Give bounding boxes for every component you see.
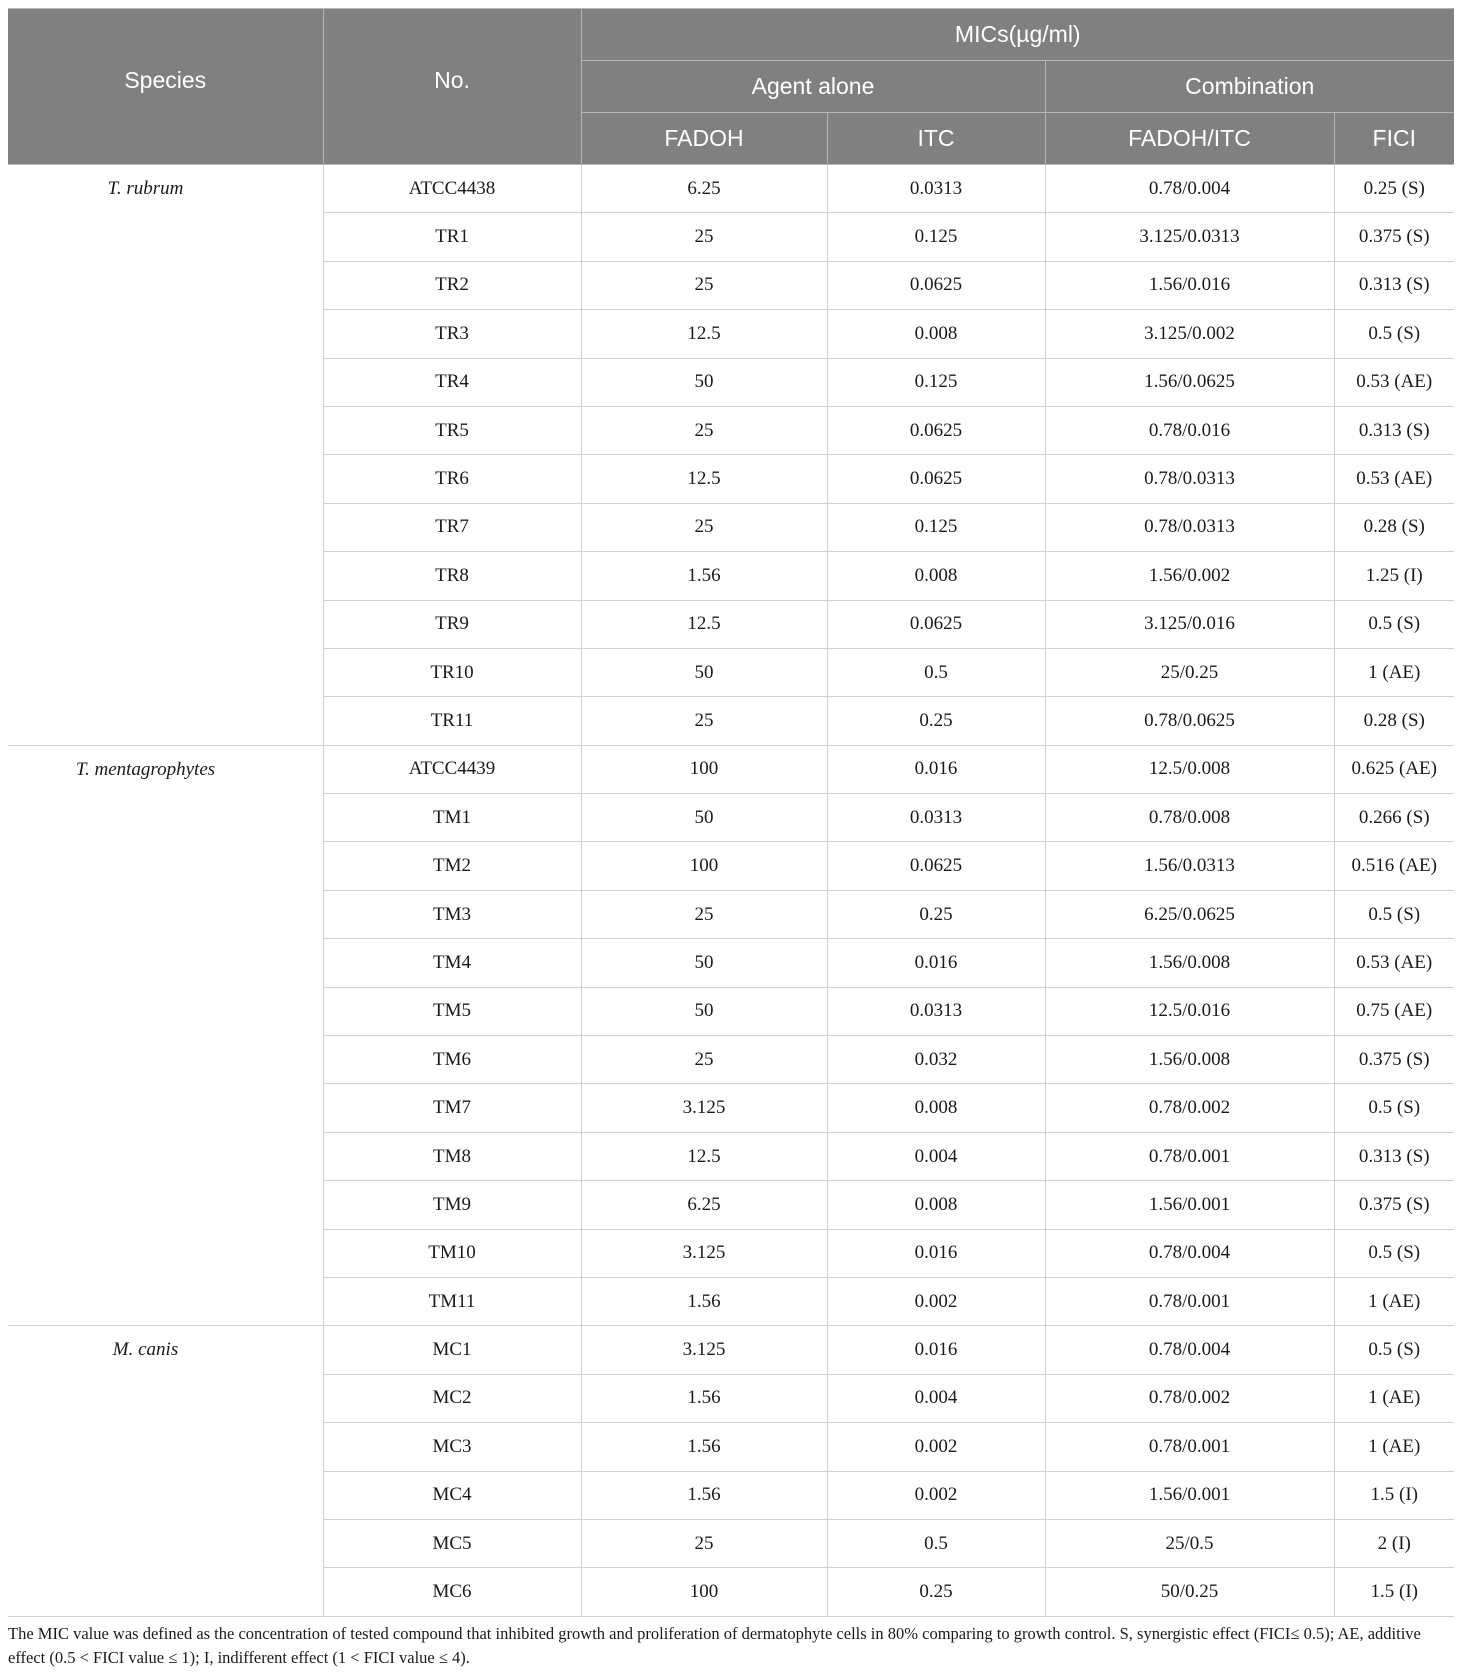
cell-fadoh: 12.5 bbox=[581, 1132, 827, 1180]
cell-no: MC4 bbox=[323, 1471, 581, 1519]
mic-table bbox=[8, 8, 1454, 1617]
cell-combo: 0.78/0.002 bbox=[1045, 1084, 1334, 1132]
cell-fadoh: 6.25 bbox=[581, 1181, 827, 1229]
cell-no: ATCC4439 bbox=[323, 745, 581, 793]
cell-itc: 0.0625 bbox=[827, 600, 1045, 648]
cell-no: TR6 bbox=[323, 455, 581, 503]
cell-species bbox=[8, 697, 323, 745]
table-footnote: The MIC value was defined as the concentration of tested compound that inhibited growth and proliferation of dermatophyte cells in 80% comparing to growth control. S, synergistic effect (FICI≤ 0.5); AE, additive effect (0.5 < FICI value ≤ 1); I, indifferent effect (1 < FICI value ≤ 4). bbox=[8, 1624, 1421, 1667]
table-row bbox=[8, 794, 1454, 842]
cell-fadoh: 6.25 bbox=[581, 165, 827, 213]
table-row bbox=[8, 1568, 1454, 1616]
cell-itc: 0.125 bbox=[827, 213, 1045, 261]
cell-no: TM3 bbox=[323, 890, 581, 938]
cell-combo: 3.125/0.016 bbox=[1045, 600, 1334, 648]
cell-fadoh: 25 bbox=[581, 1519, 827, 1567]
cell-fici: 0.5 (S) bbox=[1334, 890, 1454, 938]
cell-itc: 0.004 bbox=[827, 1374, 1045, 1422]
table-row bbox=[8, 842, 1454, 890]
cell-fici: 0.53 (AE) bbox=[1334, 939, 1454, 987]
table-row bbox=[8, 890, 1454, 938]
table-row bbox=[8, 552, 1454, 600]
cell-species bbox=[8, 987, 323, 1035]
cell-itc: 0.0313 bbox=[827, 165, 1045, 213]
cell-itc: 0.002 bbox=[827, 1423, 1045, 1471]
cell-fici: 0.28 (S) bbox=[1334, 503, 1454, 551]
cell-itc: 0.25 bbox=[827, 1568, 1045, 1616]
cell-itc: 0.002 bbox=[827, 1277, 1045, 1325]
cell-combo: 12.5/0.016 bbox=[1045, 987, 1334, 1035]
mic-table-container bbox=[8, 8, 1454, 1617]
cell-combo: 0.78/0.004 bbox=[1045, 165, 1334, 213]
cell-no: TR5 bbox=[323, 406, 581, 454]
cell-no: TM7 bbox=[323, 1084, 581, 1132]
cell-fici: 2 (I) bbox=[1334, 1519, 1454, 1567]
cell-combo: 0.78/0.0313 bbox=[1045, 503, 1334, 551]
cell-species bbox=[8, 310, 323, 358]
cell-itc: 0.0313 bbox=[827, 794, 1045, 842]
cell-combo: 1.56/0.001 bbox=[1045, 1471, 1334, 1519]
cell-no: TR2 bbox=[323, 261, 581, 309]
cell-itc: 0.125 bbox=[827, 503, 1045, 551]
cell-no: TR8 bbox=[323, 552, 581, 600]
cell-no: TM10 bbox=[323, 1229, 581, 1277]
cell-species bbox=[8, 842, 323, 890]
cell-species bbox=[8, 503, 323, 551]
cell-species bbox=[8, 648, 323, 696]
header-itc: ITC bbox=[827, 113, 1045, 165]
table-row bbox=[8, 1229, 1454, 1277]
cell-itc: 0.25 bbox=[827, 697, 1045, 745]
cell-fici: 0.75 (AE) bbox=[1334, 987, 1454, 1035]
cell-combo: 3.125/0.002 bbox=[1045, 310, 1334, 358]
cell-fadoh: 1.56 bbox=[581, 1423, 827, 1471]
cell-fici: 0.375 (S) bbox=[1334, 1036, 1454, 1084]
cell-itc: 0.0313 bbox=[827, 987, 1045, 1035]
cell-combo: 0.78/0.008 bbox=[1045, 794, 1334, 842]
cell-fici: 0.375 (S) bbox=[1334, 1181, 1454, 1229]
cell-fadoh: 100 bbox=[581, 1568, 827, 1616]
cell-fici: 0.5 (S) bbox=[1334, 310, 1454, 358]
table-row bbox=[8, 503, 1454, 551]
cell-combo: 0.78/0.001 bbox=[1045, 1132, 1334, 1180]
cell-species bbox=[8, 939, 323, 987]
cell-no: MC3 bbox=[323, 1423, 581, 1471]
cell-fici: 0.375 (S) bbox=[1334, 213, 1454, 261]
cell-fici: 0.313 (S) bbox=[1334, 261, 1454, 309]
cell-species bbox=[8, 1374, 323, 1422]
cell-fici: 1 (AE) bbox=[1334, 1277, 1454, 1325]
cell-combo: 0.78/0.004 bbox=[1045, 1229, 1334, 1277]
cell-fadoh: 3.125 bbox=[581, 1084, 827, 1132]
cell-no: TM4 bbox=[323, 939, 581, 987]
header-no: No. bbox=[323, 9, 581, 165]
species-name: T. rubrum bbox=[107, 177, 184, 199]
header-fadoh-itc: FADOH/ITC bbox=[1045, 113, 1334, 165]
cell-no: TM5 bbox=[323, 987, 581, 1035]
cell-no: TM2 bbox=[323, 842, 581, 890]
cell-fadoh: 12.5 bbox=[581, 310, 827, 358]
cell-itc: 0.0625 bbox=[827, 455, 1045, 503]
cell-no: TR11 bbox=[323, 697, 581, 745]
cell-combo: 0.78/0.002 bbox=[1045, 1374, 1334, 1422]
header-fici: FICI bbox=[1334, 113, 1454, 165]
cell-fadoh: 12.5 bbox=[581, 455, 827, 503]
cell-no: TM1 bbox=[323, 794, 581, 842]
cell-fici: 1 (AE) bbox=[1334, 1423, 1454, 1471]
cell-no: TR9 bbox=[323, 600, 581, 648]
cell-combo: 1.56/0.008 bbox=[1045, 939, 1334, 987]
header-combination: Combination bbox=[1045, 61, 1454, 113]
cell-fadoh: 25 bbox=[581, 406, 827, 454]
cell-combo: 0.78/0.016 bbox=[1045, 406, 1334, 454]
cell-fadoh: 12.5 bbox=[581, 600, 827, 648]
cell-itc: 0.016 bbox=[827, 1326, 1045, 1374]
table-row bbox=[8, 1132, 1454, 1180]
table-body bbox=[8, 165, 1454, 1617]
cell-no: TR1 bbox=[323, 213, 581, 261]
cell-fici: 0.516 (AE) bbox=[1334, 842, 1454, 890]
cell-itc: 0.008 bbox=[827, 1181, 1045, 1229]
cell-fici: 0.266 (S) bbox=[1334, 794, 1454, 842]
cell-species bbox=[8, 1036, 323, 1084]
cell-fadoh: 25 bbox=[581, 503, 827, 551]
cell-itc: 0.008 bbox=[827, 1084, 1045, 1132]
cell-species bbox=[8, 213, 323, 261]
cell-combo: 3.125/0.0313 bbox=[1045, 213, 1334, 261]
cell-fici: 0.5 (S) bbox=[1334, 1326, 1454, 1374]
table-row bbox=[8, 697, 1454, 745]
cell-combo: 0.78/0.0625 bbox=[1045, 697, 1334, 745]
cell-no: TR3 bbox=[323, 310, 581, 358]
cell-itc: 0.0625 bbox=[827, 406, 1045, 454]
cell-species bbox=[8, 1568, 323, 1616]
cell-combo: 25/0.5 bbox=[1045, 1519, 1334, 1567]
table-row bbox=[8, 745, 1454, 793]
table-row bbox=[8, 1471, 1454, 1519]
cell-no: TR4 bbox=[323, 358, 581, 406]
table-row bbox=[8, 1326, 1454, 1374]
cell-no: MC5 bbox=[323, 1519, 581, 1567]
cell-itc: 0.5 bbox=[827, 1519, 1045, 1567]
cell-fadoh: 50 bbox=[581, 939, 827, 987]
cell-fici: 0.25 (S) bbox=[1334, 165, 1454, 213]
cell-species bbox=[8, 358, 323, 406]
cell-species bbox=[8, 455, 323, 503]
cell-species bbox=[8, 1084, 323, 1132]
cell-fadoh: 1.56 bbox=[581, 1277, 827, 1325]
cell-itc: 0.25 bbox=[827, 890, 1045, 938]
table-row bbox=[8, 1423, 1454, 1471]
cell-combo: 1.56/0.001 bbox=[1045, 1181, 1334, 1229]
cell-no: ATCC4438 bbox=[323, 165, 581, 213]
header-fadoh: FADOH bbox=[581, 113, 827, 165]
cell-combo: 0.78/0.001 bbox=[1045, 1277, 1334, 1325]
header-agent-alone: Agent alone bbox=[581, 61, 1045, 113]
cell-fici: 0.5 (S) bbox=[1334, 1229, 1454, 1277]
cell-species bbox=[8, 1471, 323, 1519]
cell-fadoh: 1.56 bbox=[581, 552, 827, 600]
cell-no: TR10 bbox=[323, 648, 581, 696]
cell-no: TM6 bbox=[323, 1036, 581, 1084]
cell-itc: 0.032 bbox=[827, 1036, 1045, 1084]
cell-fadoh: 100 bbox=[581, 745, 827, 793]
table-row bbox=[8, 1181, 1454, 1229]
cell-no: TR7 bbox=[323, 503, 581, 551]
cell-fici: 1 (AE) bbox=[1334, 1374, 1454, 1422]
cell-fici: 0.5 (S) bbox=[1334, 1084, 1454, 1132]
cell-species bbox=[8, 794, 323, 842]
cell-species bbox=[8, 600, 323, 648]
table-row bbox=[8, 213, 1454, 261]
table-row bbox=[8, 600, 1454, 648]
cell-itc: 0.008 bbox=[827, 552, 1045, 600]
cell-fadoh: 1.56 bbox=[581, 1471, 827, 1519]
cell-species bbox=[8, 261, 323, 309]
cell-no: MC1 bbox=[323, 1326, 581, 1374]
cell-fadoh: 1.56 bbox=[581, 1374, 827, 1422]
table-row bbox=[8, 1036, 1454, 1084]
table-row bbox=[8, 455, 1454, 503]
cell-species bbox=[8, 1277, 323, 1325]
cell-fadoh: 3.125 bbox=[581, 1326, 827, 1374]
cell-species bbox=[8, 890, 323, 938]
cell-itc: 0.016 bbox=[827, 1229, 1045, 1277]
cell-no: TM8 bbox=[323, 1132, 581, 1180]
cell-combo: 0.78/0.001 bbox=[1045, 1423, 1334, 1471]
cell-itc: 0.0625 bbox=[827, 261, 1045, 309]
cell-fadoh: 25 bbox=[581, 261, 827, 309]
cell-species bbox=[8, 1229, 323, 1277]
cell-species bbox=[8, 165, 323, 213]
cell-combo: 1.56/0.0313 bbox=[1045, 842, 1334, 890]
header-species: Species bbox=[8, 9, 323, 165]
cell-itc: 0.5 bbox=[827, 648, 1045, 696]
cell-fadoh: 3.125 bbox=[581, 1229, 827, 1277]
cell-species bbox=[8, 406, 323, 454]
cell-combo: 0.78/0.0313 bbox=[1045, 455, 1334, 503]
table-row bbox=[8, 406, 1454, 454]
cell-no: MC6 bbox=[323, 1568, 581, 1616]
cell-species bbox=[8, 1423, 323, 1471]
table-header bbox=[8, 9, 1454, 165]
table-row bbox=[8, 1519, 1454, 1567]
cell-fici: 1 (AE) bbox=[1334, 648, 1454, 696]
cell-fici: 0.5 (S) bbox=[1334, 600, 1454, 648]
cell-combo: 1.56/0.008 bbox=[1045, 1036, 1334, 1084]
cell-fadoh: 50 bbox=[581, 794, 827, 842]
table-row bbox=[8, 1374, 1454, 1422]
cell-combo: 25/0.25 bbox=[1045, 648, 1334, 696]
cell-no: MC2 bbox=[323, 1374, 581, 1422]
cell-fadoh: 25 bbox=[581, 697, 827, 745]
cell-combo: 0.78/0.004 bbox=[1045, 1326, 1334, 1374]
cell-combo: 1.56/0.016 bbox=[1045, 261, 1334, 309]
cell-fici: 0.28 (S) bbox=[1334, 697, 1454, 745]
cell-fici: 1.25 (I) bbox=[1334, 552, 1454, 600]
table-row bbox=[8, 987, 1454, 1035]
table-row bbox=[8, 939, 1454, 987]
species-name: T. mentagrophytes bbox=[75, 758, 216, 780]
table-row bbox=[8, 358, 1454, 406]
cell-combo: 6.25/0.0625 bbox=[1045, 890, 1334, 938]
cell-itc: 0.0625 bbox=[827, 842, 1045, 890]
table-row bbox=[8, 310, 1454, 358]
cell-fici: 0.625 (AE) bbox=[1334, 745, 1454, 793]
cell-fadoh: 25 bbox=[581, 1036, 827, 1084]
species-name: M. canis bbox=[112, 1339, 179, 1361]
cell-itc: 0.016 bbox=[827, 745, 1045, 793]
cell-species bbox=[8, 1519, 323, 1567]
cell-fadoh: 50 bbox=[581, 987, 827, 1035]
cell-combo: 50/0.25 bbox=[1045, 1568, 1334, 1616]
table-row bbox=[8, 165, 1454, 213]
cell-species bbox=[8, 552, 323, 600]
cell-combo: 1.56/0.0625 bbox=[1045, 358, 1334, 406]
cell-fici: 1.5 (I) bbox=[1334, 1471, 1454, 1519]
cell-itc: 0.002 bbox=[827, 1471, 1045, 1519]
cell-fadoh: 25 bbox=[581, 213, 827, 261]
cell-combo: 1.56/0.002 bbox=[1045, 552, 1334, 600]
cell-itc: 0.008 bbox=[827, 310, 1045, 358]
table-row bbox=[8, 261, 1454, 309]
cell-fici: 0.53 (AE) bbox=[1334, 358, 1454, 406]
table-row bbox=[8, 1084, 1454, 1132]
table-row bbox=[8, 648, 1454, 696]
cell-fici: 0.313 (S) bbox=[1334, 406, 1454, 454]
cell-fici: 1.5 (I) bbox=[1334, 1568, 1454, 1616]
cell-combo: 12.5/0.008 bbox=[1045, 745, 1334, 793]
cell-fici: 0.53 (AE) bbox=[1334, 455, 1454, 503]
cell-species bbox=[8, 1181, 323, 1229]
cell-fadoh: 100 bbox=[581, 842, 827, 890]
cell-species bbox=[8, 1132, 323, 1180]
cell-itc: 0.125 bbox=[827, 358, 1045, 406]
cell-fadoh: 25 bbox=[581, 890, 827, 938]
cell-species bbox=[8, 745, 323, 793]
cell-no: TM11 bbox=[323, 1277, 581, 1325]
cell-itc: 0.016 bbox=[827, 939, 1045, 987]
cell-itc: 0.004 bbox=[827, 1132, 1045, 1180]
cell-species bbox=[8, 1326, 323, 1374]
cell-fadoh: 50 bbox=[581, 648, 827, 696]
cell-no: TM9 bbox=[323, 1181, 581, 1229]
cell-fadoh: 50 bbox=[581, 358, 827, 406]
cell-fici: 0.313 (S) bbox=[1334, 1132, 1454, 1180]
table-row bbox=[8, 1277, 1454, 1325]
header-mics: MICs(µg/ml) bbox=[581, 9, 1454, 61]
